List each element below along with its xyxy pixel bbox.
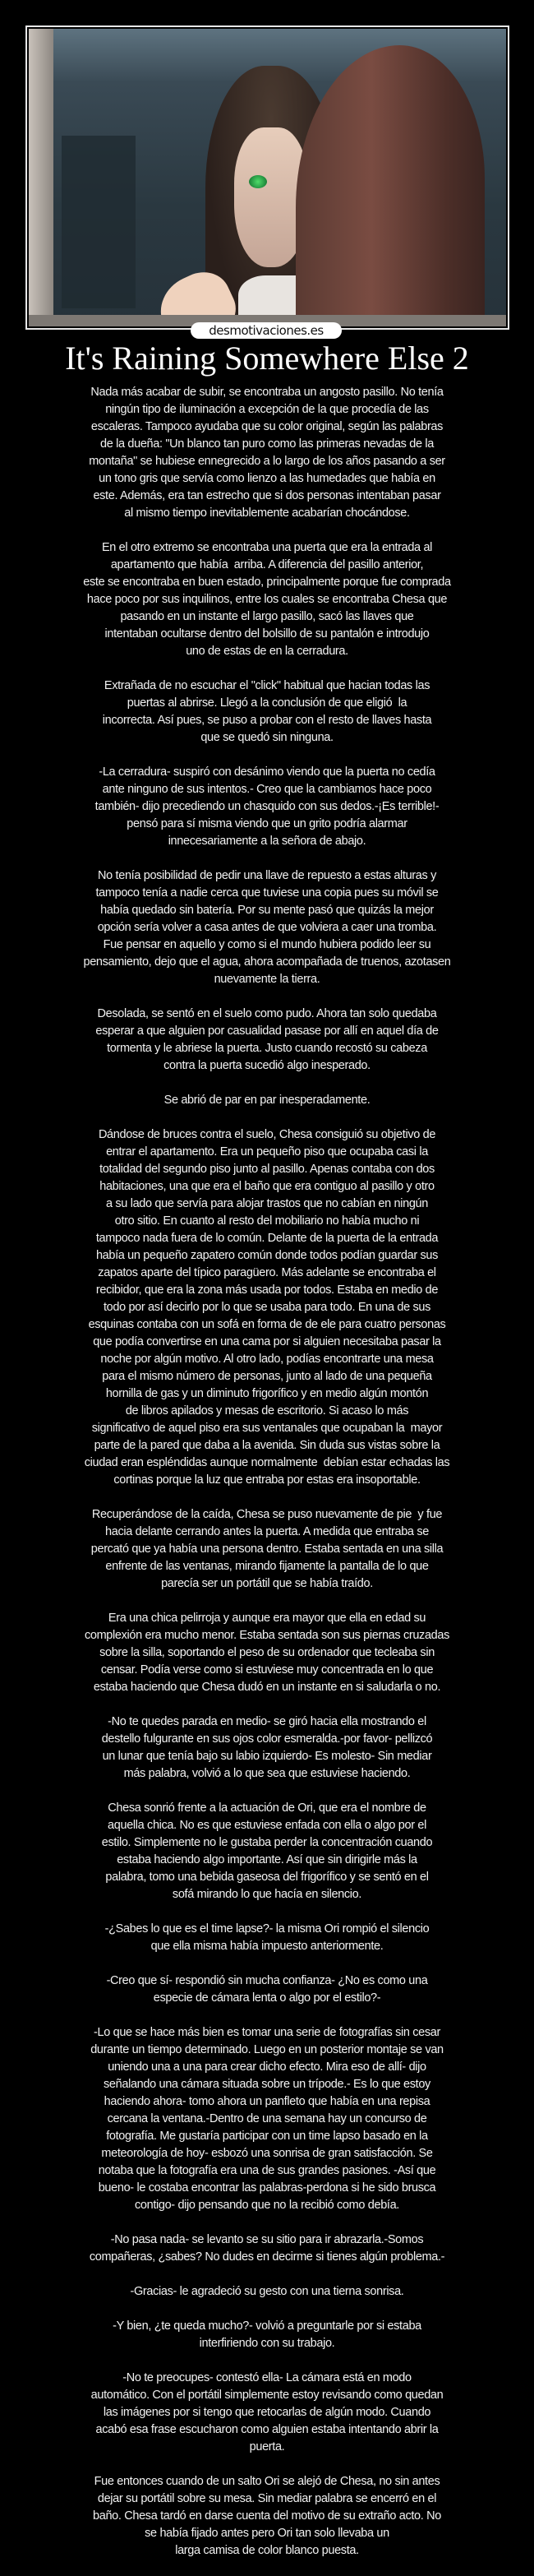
text-line: esperar a que alguien por casualidad pasase por allí en aquel día de [95, 1024, 439, 1038]
text-line: contra la puerta sucedió algo inesperado. [163, 1059, 371, 1072]
paragraph-gap [16, 1696, 518, 1713]
text-line: tormenta y le abriese la puerta. Justo cuando recostó su cabeza [107, 1042, 427, 1055]
story-text [16, 384, 518, 2560]
text-line: este. Además, era tan estrecho que si dos personas intentaban pasar [93, 489, 441, 502]
text-line: estilo. Simplemente no le gustaba perder la concentración cuando [101, 1836, 433, 1849]
text-line: palabra, tomo una bebida gaseosa del frigorífico y se sentó en el [105, 1871, 429, 1884]
story-paragraph [16, 2318, 518, 2352]
paragraph-gap [16, 1955, 518, 1972]
text-line: noche por algún motivo. Al otro lado, podías encontrarte una mesa [100, 1353, 434, 1366]
story-paragraph [16, 2370, 518, 2456]
text-line: uniendo una a una para crear dicho efecto. Mira eso de allí- dijo [108, 2060, 426, 2074]
text-line: esquinas contaba con un sofá en forma de de ele para cuatro personas [88, 1318, 446, 1331]
text-line: totalidad del segundo piso junto al pasillo. Apenas contaba con dos [99, 1163, 435, 1176]
text-line: Era una chica pelirroja y aunque era mayor que ella en edad su [108, 1612, 426, 1625]
text-line: dejar su portátil sobre su mesa. Sin mediar palabra se encerró en el [97, 2492, 437, 2505]
text-line: habitaciones, una que era el baño que era contiguo al pasillo y otro [99, 1180, 435, 1193]
paragraph-gap [16, 660, 518, 678]
story-paragraph [16, 1126, 518, 1489]
text-line: ningún tipo de iluminación a excepción de la que procedía de las [105, 403, 429, 416]
text-line: que se quedó sin ninguna. [200, 731, 334, 744]
text-line: pensamiento, dejo que el agua, ahora acompañada de truenos, azotasen [83, 955, 451, 969]
text-line: tampoco nada fuera de lo común. Delante de la puerta de la entrada [95, 1232, 439, 1245]
text-line: acabó esa frase escucharon como alguien estaba intentando abrir la [95, 2423, 439, 2436]
text-line: las imágenes por si tengo que retocarlas de algún modo. Cuando [103, 2406, 431, 2419]
text-line: había quedado sin batería. Por su mente pasó que quizás la mejor [100, 904, 434, 917]
text-line: Fue pensar en aquello y como si el mundo hubiera podido leer su [103, 938, 431, 951]
text-line: apartamento que había arriba. A diferencia del pasillo anterior, [110, 558, 424, 571]
text-line: parecía ser un portátil que se había traído. [161, 1577, 373, 1590]
story-paragraph [16, 678, 518, 747]
text-line: escaleras. Tampoco ayudaba que su color original, según las palabras [90, 420, 444, 433]
text-line: uno de estas de en la cerradura. [186, 645, 348, 658]
text-line: recibidor, que era la zona más usada por todos. Estaba en medio de [95, 1283, 439, 1297]
story-paragraph [16, 2024, 518, 2214]
paragraph-gap [16, 1783, 518, 1800]
girl-hair [296, 45, 485, 326]
text-line: notaba que la fotografía era una de sus grandes pasiones. -Así que [98, 2164, 436, 2177]
text-line: zapatos aparte del típico paragüero. Más adelante se encontraba el [98, 1266, 436, 1279]
text-line: Recuperándose de la caída, Chesa se puso nuevamente de pie y fue [91, 1508, 443, 1521]
text-line: complexión era mucho menor. Estaba sentada son sus piernas cruzadas [84, 1629, 450, 1642]
text-line: todo por así decirlo por lo que se usaba para todo. En una de sus [103, 1301, 431, 1314]
text-line: fotografía. Me gustaría participar con un time lapso basado en la [106, 2130, 428, 2143]
paragraph-gap [16, 522, 518, 539]
text-line: compañeras, ¿sabes? No dudes en decirme si tienes algún problema.- [89, 2250, 445, 2264]
green-eye [249, 175, 267, 188]
text-line: contigo- dijo pensando que no la recibió como debía. [135, 2199, 399, 2212]
text-line: entrar el apartamento. Era un pequeño piso que ocupaba casi la [106, 1145, 428, 1159]
paragraph-gap [16, 2352, 518, 2370]
paragraph-gap [16, 2456, 518, 2473]
story-paragraph [16, 867, 518, 988]
window-frame [29, 29, 53, 326]
text-line: -Lo que se hace más bien es tomar una serie de fotografías sin cesar [94, 2026, 440, 2039]
text-line: puerta. [249, 2440, 285, 2453]
text-line: otro sitio. En cuanto al resto del mobiliario no había mucho ni [114, 1214, 420, 1228]
text-line: opción sería volver a casa antes de que volviera a caer una tromba. [97, 921, 437, 934]
story-paragraph [16, 1921, 518, 1955]
paragraph-gap [16, 1075, 518, 1092]
story-paragraph [16, 1800, 518, 1903]
text-line: se había fijado antes pero Ori tan solo llevaba un [145, 2527, 389, 2540]
paragraph-gap [16, 1593, 518, 1610]
paragraph-gap [16, 850, 518, 867]
text-line: bueno- le costaba encontrar las palabras-perdona si he sido brusca [98, 2181, 436, 2194]
story-paragraph [16, 764, 518, 850]
story-paragraph [16, 1506, 518, 1593]
text-line: cercana la ventana.-Dentro de una semana hay un concurso de [107, 2112, 427, 2125]
text-line: durante un tiempo determinado. Luego en un posterior montaje se van [90, 2043, 444, 2056]
text-line: -Y bien, ¿te queda mucho?- volvió a preguntarle por si estaba [113, 2319, 421, 2333]
text-line: estaba haciendo algo importante. Así que sin dirigirle más la [117, 1853, 417, 1866]
text-line: un lunar que tenía bajo su labio izquierdo- Es molesto- Sin mediar [102, 1750, 432, 1763]
text-line: pasando en un instante el largo pasillo, sacó las llaves que [120, 610, 414, 623]
site-watermark[interactable]: desmotivaciones.es [191, 322, 342, 339]
text-line: ciudad eran espléndidas aunque normalmente debían estar echadas las [84, 1456, 450, 1469]
anime-girl-rain-window-image [29, 29, 506, 326]
text-line: -No pasa nada- se levanto se su sitio para ir abrazarla.-Somos [110, 2233, 424, 2246]
text-line: aquella chica. No es que estuviese enfada con ella o algo por el [108, 1819, 426, 1832]
page-title: It's Raining Somewhere Else 2 [65, 340, 469, 377]
text-line: que podía convertirse en una cama por si alguien necesitaba pasar la [93, 1335, 441, 1348]
story-paragraph [16, 539, 518, 660]
text-line: hace poco por sus inquilinos, entre los cuales se encontraba Chesa que [86, 593, 448, 606]
text-line: interfiriendo con su trabajo. [199, 2337, 335, 2350]
text-line: larga camisa de color blanco puesta. [175, 2544, 359, 2557]
text-line: a su lado que servía para alojar trastos que no cabían en ningún [106, 1197, 428, 1210]
text-line: Desolada, se sentó en el suelo como pudo. Ahora tan solo quedaba [97, 1007, 437, 1020]
story-paragraph [16, 2231, 518, 2266]
text-line: que ella misma había impuesto anteriormente. [150, 1940, 384, 1953]
text-line: Chesa sonrió frente a la actuación de Ori, que era el nombre de [108, 1801, 426, 1815]
text-line: puertas al abrirse. Llegó a la conclusión de que eligió la [127, 696, 407, 710]
text-line: destello fulgurante en sus ojos color esmeralda.-por favor- pellizcó [101, 1732, 433, 1746]
text-line: percató que ya había una persona dentro. Estaba sentada en una silla [90, 1542, 444, 1556]
text-line: haciendo ahora- tomo ahora un panfleto que había en una repisa [104, 2095, 430, 2108]
text-line: -La cerradura- suspiró con desánimo viendo que la puerta no cedía [99, 765, 435, 779]
text-line: había un pequeño zapatero común donde todos podían guardar sus [95, 1249, 439, 1262]
text-line: un tono gris que servía como lienzo a las humedades que había en [99, 472, 435, 485]
story-paragraph [16, 1006, 518, 1075]
text-line: sobre la silla, soportando el peso de su ordenador que tecleaba sin [99, 1646, 435, 1659]
text-line: automático. Con el portátil simplemente estoy revisando como quedan [90, 2389, 444, 2402]
text-line: señalando una cámara situada sobre un trípode.- Es lo que estoy [104, 2078, 430, 2091]
text-line: tampoco tenía a nadie cerca que tuviese una copia pues su móvil se [95, 886, 439, 900]
story-paragraph [16, 1713, 518, 1783]
story-paragraph [16, 1610, 518, 1696]
background-shelf [62, 136, 136, 308]
text-line: Dándose de bruces contra el suelo, Chesa consiguió su objetivo de [98, 1128, 436, 1141]
story-paragraph [16, 2473, 518, 2560]
text-line: pensó para sí misma viendo que un grito podría alarmar [127, 817, 407, 830]
paragraph-gap [16, 1489, 518, 1506]
text-line: censar. Podía verse como si estuviese muy concentrada en lo que [100, 1663, 434, 1676]
text-line: hornilla de gas y un diminuto frigorífico y en medio algún montón [105, 1387, 429, 1400]
text-line: cortinas porque la luz que entraba por estas era insoportable. [113, 1473, 421, 1487]
text-line: enfrente de las ventanas, mirando fijamente la pantalla de lo que [105, 1560, 429, 1573]
text-line: hacia delante cerrando antes la puerta. A medida que entraba se [105, 1525, 429, 1538]
text-line: estaba haciendo que Chesa dudó en un instante en si saludarla o no. [93, 1681, 441, 1694]
text-line: baño. Chesa tardó en darse cuenta del motivo de su extraño acto. No [93, 2509, 441, 2523]
text-line: de la dueña: "Un blanco tan puro como las primeras nevadas de la [100, 437, 434, 451]
text-line: significativo de aquel piso era sus ventanales que ocupaban la mayor [91, 1422, 443, 1435]
story-paragraph [16, 384, 518, 522]
text-line: -Gracias- le agradeció su gesto con una tierna sonrisa. [130, 2285, 404, 2298]
text-line: Fue entonces cuando de un salto Ori se alejó de Chesa, no sin antes [94, 2475, 440, 2488]
text-line: Nada más acabar de subir, se encontraba un angosto pasillo. No tenía [90, 386, 444, 399]
story-paragraph [16, 1972, 518, 2007]
text-line: En el otro extremo se encontraba una puerta que era la entrada al [101, 541, 433, 554]
text-line: No tenía posibilidad de pedir una llave de repuesto a estas alturas y [98, 869, 436, 882]
text-line: innecesariamente a la señora de abajo. [168, 835, 366, 848]
text-line: para el mismo número de personas, junto al lado de una pequeña [102, 1370, 432, 1383]
text-line: también- dijo precediendo un chasquido con sus dedos.-¡Es terrible!- [94, 800, 440, 813]
text-line: más palabra, volvió a lo que sea que estuviese haciendo. [123, 1767, 411, 1780]
text-line: ante ninguno de sus intentos.- Creo que la cambiamos hace poco [102, 783, 432, 796]
paragraph-gap [16, 1903, 518, 1921]
text-line: nuevamente la tierra. [214, 973, 320, 986]
text-line: incorrecta. Así pues, se puso a probar con el resto de llaves hasta [102, 714, 432, 727]
poster-image-frame [25, 25, 509, 330]
paragraph-gap [16, 1109, 518, 1126]
text-line: Se abrió de par en par inesperadamente. [163, 1094, 371, 1107]
text-line: sofá mirando lo que hacía en silencio. [172, 1888, 362, 1901]
paragraph-gap [16, 2301, 518, 2318]
text-line: al mismo tiempo inevitablemente acabarían chocándose. [124, 506, 410, 520]
paragraph-gap [16, 2214, 518, 2231]
text-line: -Creo que sí- respondió sin mucha confianza- ¿No es como una [106, 1974, 428, 1987]
paragraph-gap [16, 988, 518, 1006]
story-paragraph [16, 2283, 518, 2301]
story-paragraph [16, 1092, 518, 1109]
text-line: -No te quedes parada en medio- se giró hacia ella mostrando el [108, 1715, 426, 1728]
paragraph-gap [16, 2007, 518, 2024]
paragraph-gap [16, 747, 518, 764]
text-line: -¿Sabes lo que es el time lapse?- la misma Ori rompió el silencio [104, 1922, 430, 1935]
text-line: intentaban ocultarse dentro del bolsillo de su pantalón e introdujo [104, 627, 430, 641]
text-line: Extrañada de no escuchar el "click" habitual que hacian todas las [104, 679, 430, 692]
text-line: montaña" se hubiese ennegrecido a lo largo de los años pasando a ser [89, 455, 445, 468]
text-line: -No te preocupes- contestó ella- La cámara está en modo [122, 2371, 412, 2384]
text-line: de libros apilados y mesas de escritorio. Si acaso lo más [125, 1404, 409, 1417]
text-line: meteorología de hoy- esbozó una sonrisa de gran satisfacción. Se [101, 2147, 433, 2160]
text-line: este se encontraba en buen estado, principalmente porque fue comprada [83, 576, 451, 589]
paragraph-gap [16, 2266, 518, 2283]
text-line: especie de cámara lenta o algo por el estilo?- [153, 1991, 381, 2005]
text-line: parte de la pared que daba a la avenida. Sin duda sus vistas sobre la [94, 1439, 440, 1452]
